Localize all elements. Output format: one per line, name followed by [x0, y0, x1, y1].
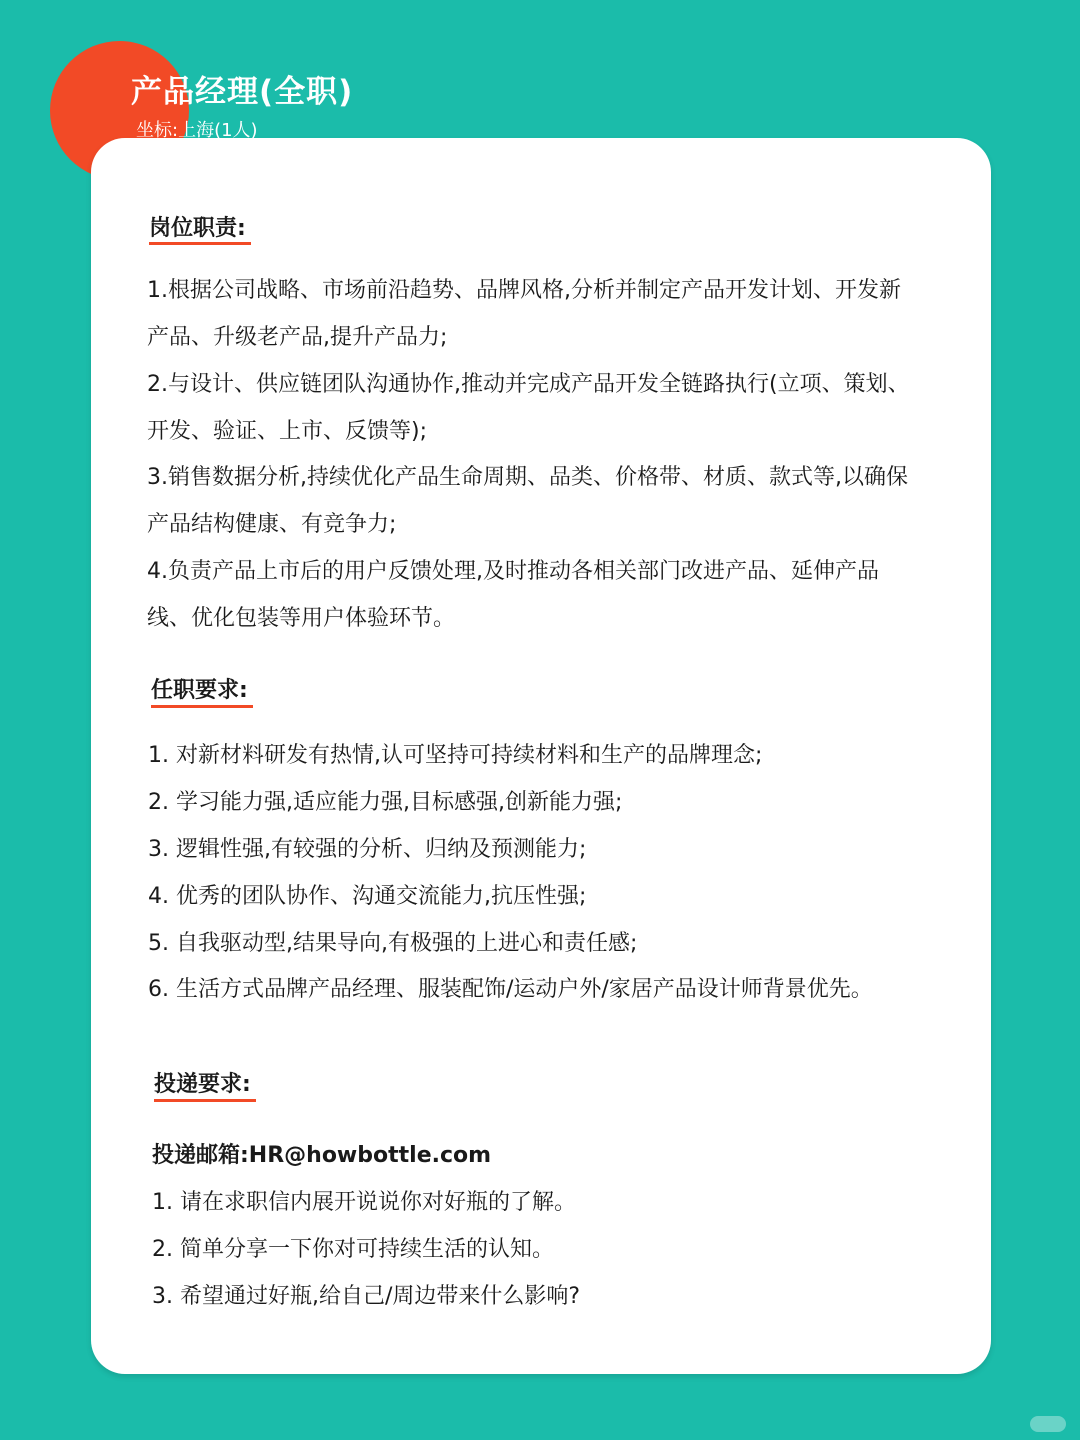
watermark-logo	[1030, 1416, 1066, 1432]
duties-line: 开发、验证、上市、反馈等);	[147, 419, 427, 444]
application-line: 3. 希望通过好瓶,给自己/周边带来什么影响?	[152, 1284, 581, 1309]
duties-line: 线、优化包装等用户体验环节。	[147, 606, 456, 631]
duties-line: 产品、升级老产品,提升产品力;	[147, 325, 448, 350]
requirements-heading: 任职要求:	[151, 678, 248, 703]
duties-line: 4.负责产品上市后的用户反馈处理,及时推动各相关部门改进产品、延伸产品	[147, 559, 879, 584]
requirements-line: 2. 学习能力强,适应能力强,目标感强,创新能力强;	[148, 790, 623, 815]
duties-line: 1.根据公司战略、市场前沿趋势、品牌风格,分析并制定产品开发计划、开发新	[147, 278, 901, 303]
application-line: 1. 请在求职信内展开说说你对好瓶的了解。	[152, 1190, 576, 1215]
requirements-line: 1. 对新材料研发有热情,认可坚持可持续材料和生产的品牌理念;	[148, 743, 763, 768]
requirements-line: 5. 自我驱动型,结果导向,有极强的上进心和责任感;	[148, 931, 638, 956]
duties-line: 3.销售数据分析,持续优化产品生命周期、品类、价格带、材质、款式等,以确保	[147, 465, 908, 490]
application-heading-underline	[154, 1099, 256, 1102]
job-location: 坐标:上海(1人)	[136, 120, 258, 141]
requirements-line: 3. 逻辑性强,有较强的分析、归纳及预测能力;	[148, 837, 587, 862]
duties-line: 产品结构健康、有竞争力;	[147, 512, 397, 537]
duties-heading: 岗位职责:	[149, 216, 246, 241]
application-email: 投递邮箱:HR@howbottle.com	[152, 1143, 492, 1168]
job-title: 产品经理(全职)	[131, 74, 354, 110]
requirements-heading-underline	[151, 705, 253, 708]
requirements-line: 6. 生活方式品牌产品经理、服装配饰/运动户外/家居产品设计师背景优先。	[148, 977, 873, 1002]
application-line: 2. 简单分享一下你对可持续生活的认知。	[152, 1237, 554, 1262]
duties-heading-underline	[149, 242, 251, 245]
requirements-line: 4. 优秀的团队协作、沟通交流能力,抗压性强;	[148, 884, 587, 909]
duties-line: 2.与设计、供应链团队沟通协作,推动并完成产品开发全链路执行(立项、策划、	[147, 372, 910, 397]
application-heading: 投递要求:	[154, 1072, 251, 1097]
